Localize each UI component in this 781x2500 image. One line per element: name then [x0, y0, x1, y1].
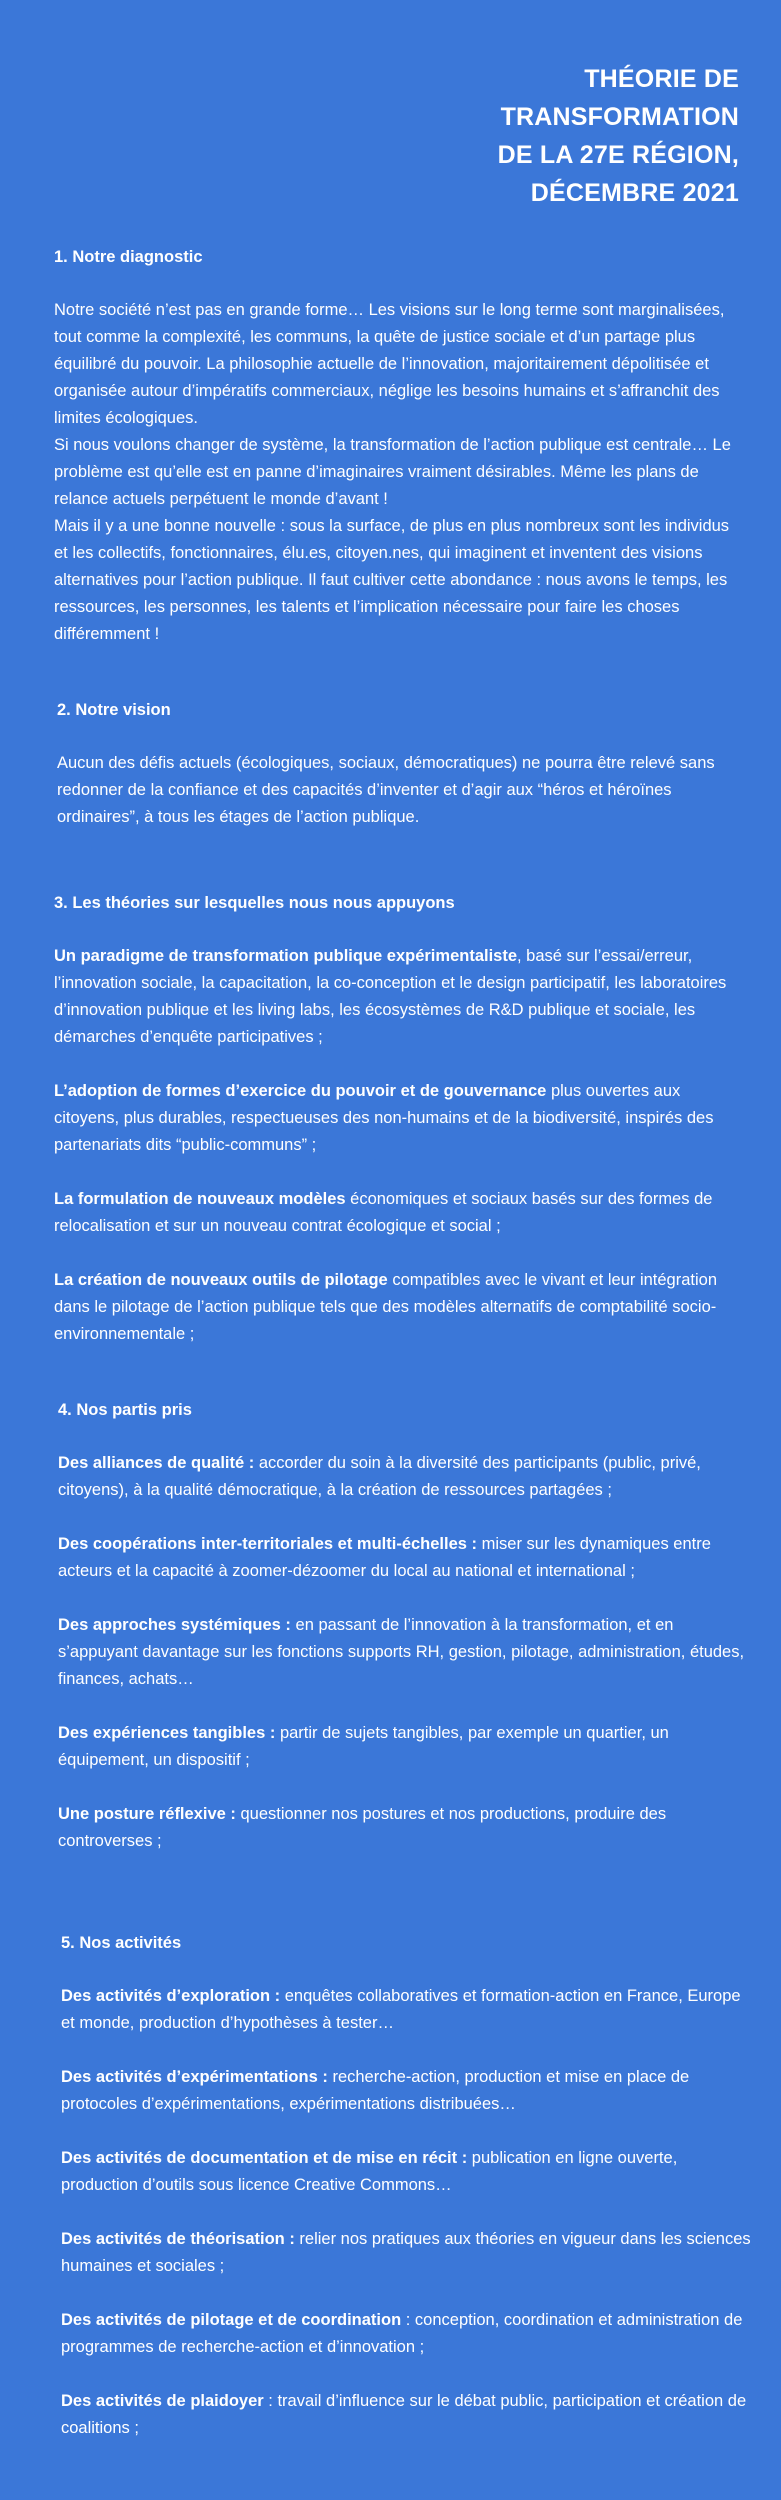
title-line-4: DÉCEMBRE 2021 — [530, 179, 739, 207]
list-item — [61, 2307, 751, 2361]
item-text: : conception, coordination et administration de programmes de recherche-action et d’innovation ; — [61, 2311, 743, 2356]
item-text: : travail d’influence sur le débat public, participation et création de coalitions ; — [61, 2392, 747, 2437]
item-text: enquêtes collaboratives et formation-action en France, Europe et monde, production d’hypothèses à tester… — [61, 1987, 741, 2032]
document-title — [319, 60, 739, 212]
item-text: économiques et sociaux basés sur des formes de relocalisation et sur un nouveau contrat écologique et social ; — [54, 1190, 713, 1235]
item-text: , basé sur l’essai/erreur, l’innovation sociale, la capacitation, la co-conception et le design participatif, les laboratoires d’innovation publique et les living labs, les écosystèmes de R&D publique et sociale, les démarches d’enquête participatives ; — [54, 947, 727, 1046]
item-lead: Des coopérations inter-territoriales et multi-échelles : — [58, 1535, 478, 1553]
item-lead: Des activités de pilotage et de coordination — [61, 2311, 402, 2329]
list-item — [54, 943, 744, 1051]
list-item — [58, 1450, 748, 1504]
item-text: recherche-action, production et mise en place de protocoles d’expérimentations, expérimentations distribuées… — [61, 2068, 690, 2113]
item-text: publication en ligne ouverte, production d’outils sous licence Creative Commons… — [61, 2149, 678, 2194]
section-heading: 2. Notre vision — [57, 701, 171, 719]
list-item — [58, 1612, 748, 1693]
section-vision — [57, 697, 747, 831]
item-text: questionner nos postures et nos productions, produire des controverses ; — [58, 1805, 667, 1850]
list-item — [54, 1186, 744, 1240]
paragraph: Mais il y a une bonne nouvelle : sous la surface, de plus en plus nombreux sont les individus et les collectifs, fonctionnaires, élu.es, citoyen.nes, qui imaginent et inventent des visions alternatives pour l’action publique. Il faut cultiver cette abondance : nous avons le temps, les ressources, les personnes, les talents et l’implication nécessaire pour faire les choses différemment ! — [54, 517, 730, 643]
item-lead: L’adoption de formes d’exercice du pouvoir et de gouvernance — [54, 1082, 547, 1100]
list-item — [58, 1801, 748, 1855]
item-lead: Des activités d’expérimentations : — [61, 2068, 328, 2086]
list-item — [58, 1720, 748, 1774]
item-lead: Un paradigme de transformation publique expérimentaliste — [54, 947, 518, 965]
section-heading: 4. Nos partis pris — [58, 1401, 192, 1419]
item-lead: La création de nouveaux outils de pilotage — [54, 1271, 388, 1289]
section-body — [57, 750, 747, 831]
list-item — [54, 1078, 744, 1159]
title-line-1: THÉORIE DE — [584, 65, 739, 93]
title-line-2: TRANSFORMATION — [500, 103, 739, 131]
item-text: compatibles avec le vivant et leur intégration dans le pilotage de l’action publique tels que des modèles alternatifs de comptabilité socio-environnementale ; — [54, 1271, 717, 1343]
item-text: en passant de l’innovation à la transformation, et en s’appuyant davantage sur les fonctions supports RH, gestion, pilotage, administration, études, finances, achats… — [58, 1616, 745, 1688]
list-item — [58, 1531, 748, 1585]
section-heading: 5. Nos activités — [61, 1934, 182, 1952]
section-heading: 3. Les théories sur lesquelles nous nous appuyons — [54, 894, 455, 912]
section-body — [54, 297, 744, 648]
list-item — [61, 2145, 751, 2199]
section-activites — [61, 1930, 751, 2442]
list-item — [54, 1267, 744, 1348]
item-text: relier nos pratiques aux théories en vigueur dans les sciences humaines et sociales ; — [61, 2230, 751, 2275]
item-text: accorder du soin à la diversité des participants (public, privé, citoyens), à la qualité démocratique, à la création de ressources partagées ; — [58, 1454, 701, 1499]
item-lead: Une posture réflexive : — [58, 1805, 236, 1823]
paragraph: Aucun des défis actuels (écologiques, sociaux, démocratiques) ne pourra être relevé sans redonner de la confiance et des capacités d’inventer et d’agir aux “héros et héroïnes ordinaires”, à tous les étages de l’action publique. — [57, 754, 715, 826]
list-item — [61, 1983, 751, 2037]
paragraph: Si nous voulons changer de système, la transformation de l’action publique est centrale… Le problème est qu’elle est en panne d’imaginaires vraiment désirables. Même les plans de relance actuels perpétuent le monde d’avant ! — [54, 436, 731, 508]
item-lead: Des approches systémiques : — [58, 1616, 291, 1634]
item-lead: Des alliances de qualité : — [58, 1454, 255, 1472]
title-line-3: DE LA 27E RÉGION, — [497, 141, 739, 169]
section-theories — [54, 890, 744, 1348]
list-item — [61, 2226, 751, 2280]
section-heading: 1. Notre diagnostic — [54, 248, 203, 266]
item-lead: Des expériences tangibles : — [58, 1724, 276, 1742]
item-text: plus ouvertes aux citoyens, plus durables, respectueuses des non-humains et de la biodiversité, inspirés des partenariats dits “public-communs” ; — [54, 1082, 714, 1154]
paragraph: Notre société n’est pas en grande forme… Les visions sur le long terme sont marginalisées, tout comme la complexité, les communs, la quête de justice sociale et d’un partage plus équilibré du pouvoir. La philosophie actuelle de l’innovation, majoritairement dépolitisée et organisée autour d’impératifs commerciaux, néglige les besoins humains et s’affranchit des limites écologiques. — [54, 301, 725, 427]
list-item — [61, 2388, 751, 2442]
item-lead: Des activités de théorisation : — [61, 2230, 295, 2248]
item-text: miser sur les dynamiques entre acteurs et la capacité à zoomer-dézoomer du local au national et international ; — [58, 1535, 711, 1580]
item-lead: La formulation de nouveaux modèles — [54, 1190, 346, 1208]
item-text: partir de sujets tangibles, par exemple un quartier, un équipement, un dispositif ; — [58, 1724, 669, 1769]
item-lead: Des activités de documentation et de mise en récit : — [61, 2149, 468, 2167]
section-partis-pris — [58, 1397, 748, 1855]
item-lead: Des activités d’exploration : — [61, 1987, 281, 2005]
item-lead: Des activités de plaidoyer — [61, 2392, 264, 2410]
section-diagnostic — [54, 244, 744, 648]
list-item — [61, 2064, 751, 2118]
